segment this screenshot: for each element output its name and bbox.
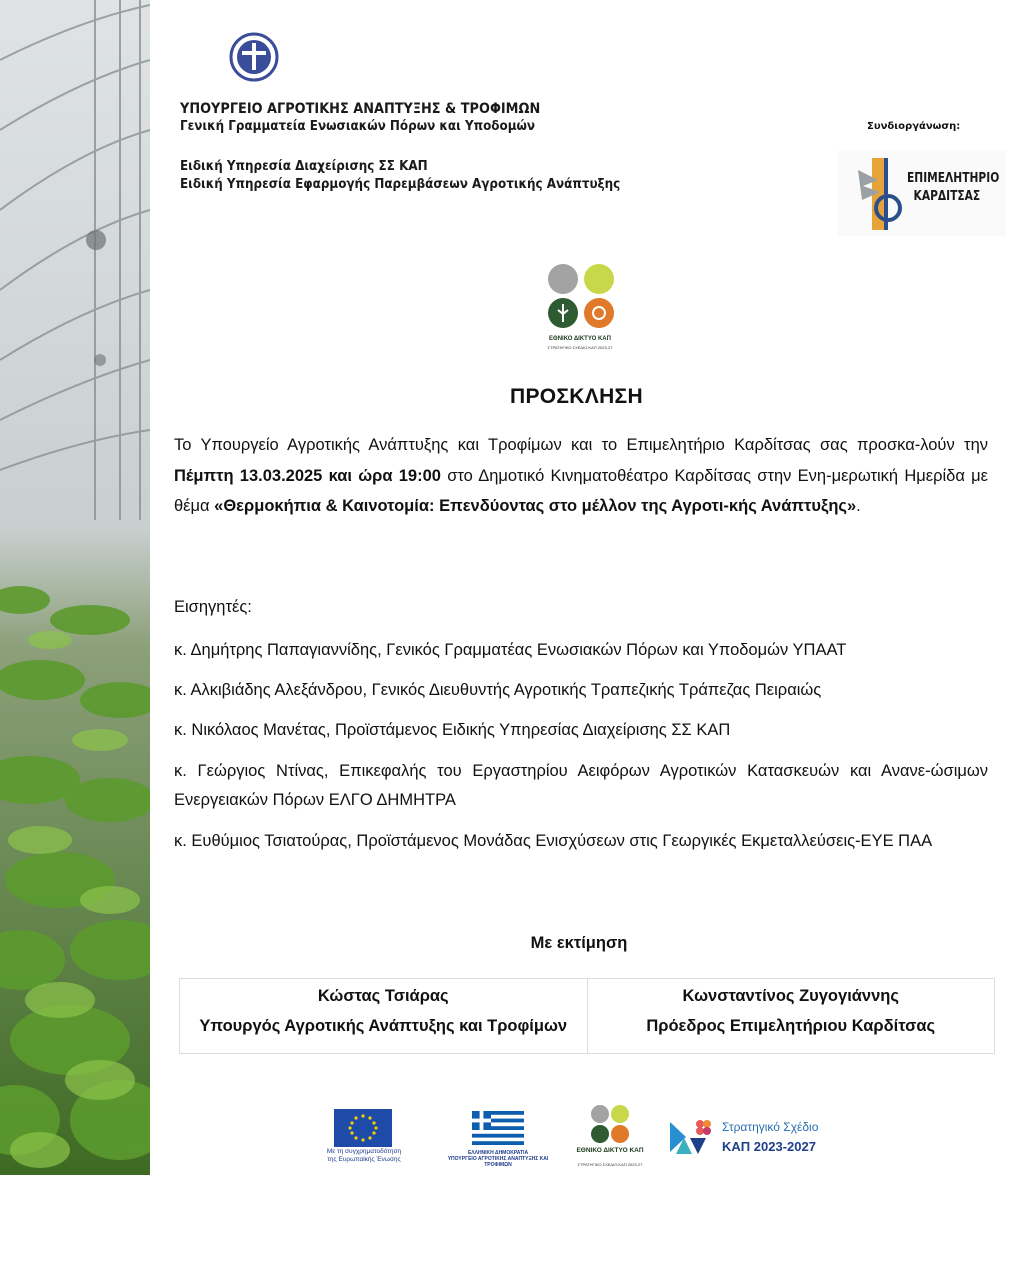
closing-regards: Με εκτίμηση [530, 934, 628, 952]
implementing-authority: Ειδική Υπηρεσία Εφαρμογής Παρεμβάσεων Αγροτικής Ανάπτυξης [180, 177, 621, 192]
ministry-name: ΥΠΟΥΡΓΕΙΟ ΑΓΡΟΤΙΚΗΣ ΑΝΑΠΤΥΞΗΣ & ΤΡΟΦΙΜΩΝ [180, 101, 541, 117]
coorganizer-label: Συνδιοργάνωση: [867, 121, 961, 132]
signatory-name: Κωνσταντίνος Ζυγογιάννης [682, 987, 899, 1005]
greek-ministry-caption: ΕΛΛΗΝΙΚΗ ΔΗΜΟΚΡΑΤΙΑ ΥΠΟΥΡΓΕΙΟ ΑΓΡΟΤΙΚΗΣ ΑΝΑΠΤΥΞΗΣ ΚΑΙ ΤΡΟΦΙΜΩΝ [447, 1150, 549, 1168]
signatory-name: Κώστας Τσιάρας [317, 987, 449, 1005]
signatory-chamber-president [588, 979, 995, 1053]
speaker-item: κ. Δημήτρης Παπαγιαννίδης, Γενικός Γραμματέας Ενωσιακών Πόρων και Υποδομών ΥΠΑΑΤ [174, 641, 847, 659]
cap-network-footer-label: ΕΘΝΙΚΟ ΔΙΚΤΥΟ ΚΑΠ [576, 1147, 644, 1154]
cap-network-footer-sub: ΣΤΡΑΤΗΓΙΚΟ ΣΧΕΔΙΟ ΚΑΠ 2023-27 [577, 1162, 643, 1167]
cap-network-sub: ΣΤΡΑΤΗΓΙΚΟ ΣΧΕΔΙΟ ΚΑΠ 2023-27 [547, 345, 613, 350]
managing-authority: Ειδική Υπηρεσία Διαχείρισης ΣΣ ΚΑΠ [180, 159, 428, 174]
cap-network-footer-icon [588, 1103, 632, 1150]
signatory-minister [180, 979, 588, 1053]
cap-network-label: ΕΘΝΙΚΟ ΔΙΚΤΥΟ ΚΑΠ [549, 336, 611, 342]
speaker-item: κ. Νικόλαος Μανέτας, Προϊστάμενος Ειδικής Υπηρεσίας Διαχείρισης ΣΣ ΚΑΠ [174, 721, 731, 739]
greek-flag-icon [472, 1111, 524, 1150]
speakers-label: Εισηγητές: [174, 598, 252, 616]
invitation-body: Το Υπουργείο Αγροτικής Ανάπτυξης και Τροφίμων και το Επιμελητήριο Καρδίτσας σας προσκα-λούν την Πέμπτη 13.03.2025 και ώρα 19:00 στο Δημοτικό Κινηματοθέατρο Καρδίτσας στην Ενη-μερωτική Ημερίδα με θέμα «Θερμοκήπια & Καινοτομία: Επενδύοντας στο μέλλον της Αγροτι-κής Ανάπτυξης». [174, 436, 988, 515]
signature-table [179, 978, 995, 1054]
strategic-plan-cap: ΚΑΠ 2023-2027 [722, 1139, 816, 1154]
speaker-item: κ. Αλκιβιάδης Αλεξάνδρου, Γενικός Διευθυντής Αγροτικής Τραπεζικής Τράπεζας Πειραιώς [174, 681, 822, 699]
chamber-logo-text: ΕΠΙΜΕΛΗΤΗΡΙΟ ΚΑΡΔΙΤΣΑΣ [907, 171, 1000, 204]
eu-flag-icon [334, 1109, 392, 1152]
invitation-title: ΠΡΟΣΚΛΗΣΗ [510, 385, 643, 408]
speaker-item: κ. Γεώργιος Ντίνας, Επικεφαλής του Εργαστηρίου Αειφόρων Αγροτικών Κατασκευών και Ανανε-ώσιμων Ενεργειακών Πόρων ΕΛΓΟ ΔΗΜΗΤΡΑ [174, 762, 988, 809]
ministry-header [180, 100, 620, 194]
eu-caption: Με τη συγχρηματοδότηση της Ευρωπαϊκής Ένωσης [326, 1148, 402, 1163]
greenhouse-photo [0, 0, 150, 1175]
signatory-role: Πρόεδρος Επιμελητήριου Καρδίτσας [646, 1017, 936, 1035]
greek-emblem-icon [229, 31, 279, 88]
cap-network-icon [543, 260, 619, 339]
general-secretariat: Γενική Γραμματεία Ενωσιακών Πόρων και Υποδομών [180, 119, 536, 134]
strategic-plan-title: Στρατηγικό Σχέδιο [722, 1120, 819, 1134]
signatory-role: Υπουργός Αγροτικής Ανάπτυξης και Τροφίμων [199, 1017, 568, 1035]
event-topic: «Θερμοκήπια & Καινοτομία: Επενδύοντας στο μέλλον της Αγροτι-κής Ανάπτυξης» [214, 497, 857, 515]
strategic-plan-icon [670, 1118, 712, 1161]
event-date-time: Πέμπτη 13.03.2025 και ώρα 19:00 [174, 466, 441, 485]
speaker-item: κ. Ευθύμιος Τσιατούρας, Προϊστάμενος Μονάδας Ενισχύσεων στις Γεωργικές Εκμεταλλεύσεις-ΕΥΕ ΠΑΑ [174, 832, 933, 850]
